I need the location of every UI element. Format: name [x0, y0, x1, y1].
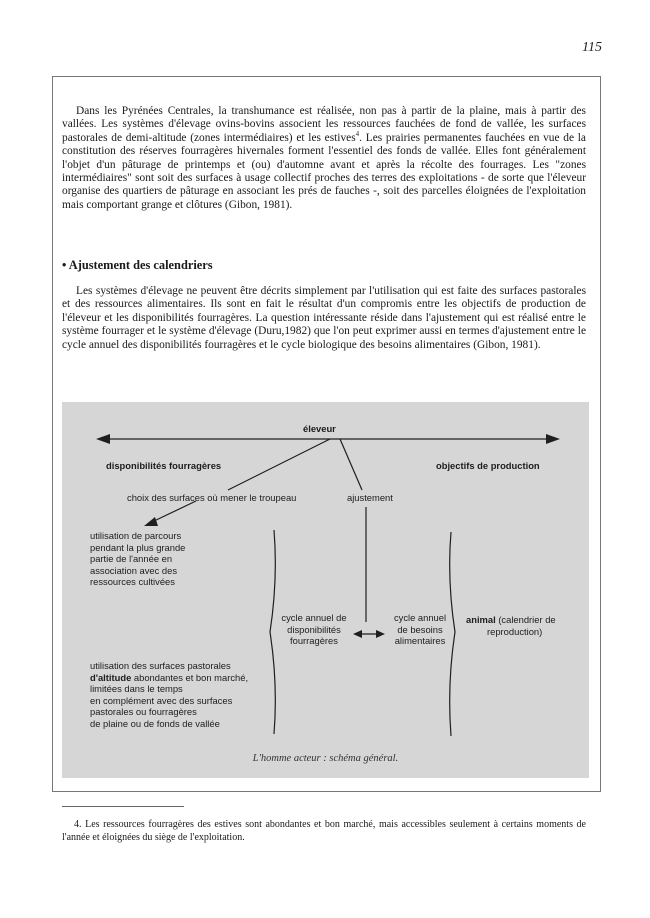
arrowhead-right — [546, 434, 560, 444]
page-number: 115 — [582, 40, 602, 55]
parcours-line-3: association avec des — [90, 564, 178, 576]
arrowhead-left — [96, 434, 110, 444]
label-eleveur: éleveur — [303, 423, 336, 434]
cycle-besoins-line-2: de besoins — [397, 623, 443, 635]
altitude-line-3: limitées dans le temps — [90, 683, 183, 695]
cycle-besoins-line-3: alimentaires — [394, 635, 446, 647]
block-parcours — [90, 530, 185, 588]
arrowhead-cycle-left — [353, 630, 362, 638]
altitude-rest-2: abondantes et bon marché, — [131, 671, 249, 683]
animal-line-2: reproduction) — [487, 625, 543, 637]
parcours-line-1: pendant la plus grande — [90, 541, 186, 553]
cycle-dispo-line-2: disponibilités — [287, 623, 341, 635]
altitude-line-5: pastorales ou fourragères — [90, 706, 197, 718]
figure-caption: L'homme acteur : schéma général. — [252, 753, 399, 764]
branch-to-ajustement — [340, 439, 362, 490]
cycle-dispo-line-3: fourragères — [290, 635, 338, 647]
block-cycle-disponibilites — [276, 612, 352, 647]
block-altitude — [90, 660, 248, 730]
footnote-4: 4. Les ressources fourragères des estives sont abondantes et bon marché, mais accessibles seulement à certains moments de l'année et éloignées du siège de l'exploitation. — [62, 819, 586, 843]
altitude-line-6: de plaine ou de fonds de vallée — [90, 717, 220, 729]
label-disponibilites: disponibilités fourragères — [106, 460, 222, 471]
label-objectifs: objectifs de production — [436, 460, 540, 471]
altitude-line-2 — [90, 672, 248, 684]
altitude-title-1: utilisation des surfaces pastorales — [90, 660, 231, 671]
animal-rest: (calendrier de — [498, 614, 556, 625]
block-animal — [466, 614, 556, 637]
block-cycle-besoins — [385, 612, 455, 647]
arrow-choix-parcours — [152, 501, 196, 522]
animal-line-1 — [466, 614, 556, 626]
parcours-line-2: partie de l'année en — [90, 553, 173, 565]
parcours-line-4: ressources cultivées — [90, 576, 175, 588]
paragraph-1-text: Dans les Pyrénées Centrales, la transhumance est réalisée, non pas à partir de la plaine, mais à partir des vallées. Les systèmes d'élevage ovins-bovins associent les ressources fauchées de fond de vallée, les surfaces pastorales de demi-altitude (zones intermédiaires) et les estives — [62, 105, 586, 144]
footnote-ref-4: 4 — [355, 130, 360, 139]
label-choix-surfaces: choix des surfaces où mener le troupeau — [127, 492, 297, 503]
altitude-title-2: d'altitude — [90, 671, 132, 683]
footnote-rule — [62, 806, 184, 807]
arrowhead-cycle-right — [376, 630, 385, 638]
brace-left — [270, 530, 275, 734]
label-ajustement: ajustement — [347, 492, 393, 503]
cycle-besoins-line-1: cycle annuel — [393, 612, 447, 623]
animal-bold: animal — [466, 614, 496, 625]
altitude-line-4: en complément avec des surfaces — [90, 694, 233, 706]
arrowhead-parcours — [144, 517, 158, 526]
section-heading: • Ajustement des calendriers — [62, 258, 213, 272]
branch-to-choix — [228, 439, 330, 490]
parcours-title: utilisation de parcours — [90, 530, 182, 541]
paragraph-1-end: . Les prairies permanentes fauchées en vue de la constitution des réserves fourragères hivernales forment l'essentiel des fonds de vallée. Elles font généralement l'objet d'un pâturage de printemps et (ou) d'automne avant et après la récolte des fourrages. Les "zones intermédiaires" sont soit des surfaces à usage collectif proches des terres des exploitations - de sorte que l'éleveur organise des quartiers de pâturage en associant les prés de fauches -, soit des parcelles éloignées de l'exploitation mais comportant grange et clôtures (Gibon, 1981). — [62, 131, 586, 211]
paragraph-ajustement: Les systèmes d'élevage ne peuvent être décrits simplement par l'utilisation qui est faite des surfaces pastorales et des ressources alimentaires. Ils sont en fait le résultat d'un compromis entre les objectifs de production de l'éleveur et les disponibilités fourragères. La question intéressante réside dans l'ajustement qui est réalisé entre le système fourrager et le système d'élevage (Duru,1982) que l'on peut exprimer aussi en termes d'ajustement entre le cycle annuel des disponibilités fourragères et le cycle biologique des besoins alimentaires (Gibon, 1981). — [62, 285, 586, 351]
cycle-dispo-line-1: cycle annuel de — [281, 612, 347, 623]
